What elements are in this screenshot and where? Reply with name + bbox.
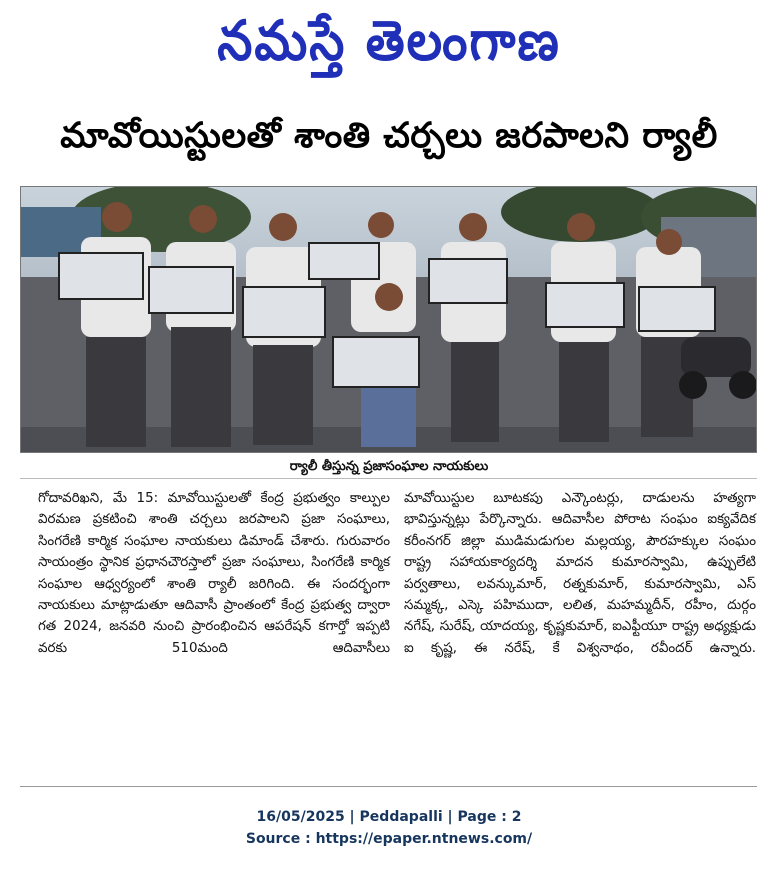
caption-divider [20, 478, 757, 479]
footer-meta: 16/05/2025 | Peddapalli | Page : 2 [256, 809, 522, 825]
article-body-left: గోదావరిఖని, మే 15: మావోయిస్టులతో కేంద్ర ప్రభుత్వం కాల్పుల విరమణ ప్రకటించి శాంతి చర్చలు జరపాలని ప్రజా సంఘాలు, సింగరేణి కార్మిక సంఘాల నాయకులు డిమాండ్ చేశారు. గురువారం సాయంత్రం స్థానిక ప్రధానచౌరస్తాలో ప్రజా సంఘాలు, సింగరేణి కార్మిక సంఘాల ఆధ్వర్యంలో శాంతి ర్యాలీ జరిగింది. ఈ సందర్భంగా నాయకులు మాట్లాడుతూ ఆదివాసీ ప్రాంతంలో కేంద్ర ప్రభుత్వ ద్వారా గత 2024, జనవరి నుంచి ప్రారంభించిన ఆపరేషన్ కగార్తో ఇప్పటి వరకు 510మంది ఆదివాసీలు [38, 491, 390, 656]
article-photo [20, 186, 757, 453]
article-body-right: మావోయిస్టుల బూటకపు ఎన్కౌంటర్లు, దాడులను హత్యగా భావిస్తున్నట్లు పేర్కొన్నారు. ఆదివాసీల పోరాట సంఘం ఐక్యవేదిక కరీంనగర్ జిల్లా ముడిమడుగుల మల్లయ్య, పౌరహక్కుల సంఘం రాష్ట్ర సహాయకార్యదర్శి మాదన కుమారస్వామి, ఉప్పులేటి పర్వతాలు, లవన్కుమార్, రత్నకుమార్, కుమారస్వామి, ఎస్ సమ్మక్క, ఎస్కె పహిముదా, లలిత, మహమ్మదీన్, రహీం, దుర్గం నగేష్, సురేష్, యాదయ్య, కృష్ణకుమార్, ఐఎఫ్టీయూ రాష్ట్ర అధ్యక్షుడు ఐ కృష్ణ, ఈ నరేష్, కే విశ్వనాథం, రవీందర్ ఉన్నారు. [404, 491, 756, 656]
footer-divider [20, 786, 757, 787]
article-column-left [38, 488, 390, 659]
footer [0, 806, 778, 850]
photo-caption [0, 455, 778, 477]
masthead [0, 2, 778, 80]
masthead-title: నమస్తే తెలంగాణ [217, 9, 561, 73]
headline-text: మావోయిస్టులతో శాంతి చర్చలు జరపాలని ర్యాలీ [60, 116, 718, 156]
rally-photo-illustration [21, 187, 757, 453]
footer-source-link[interactable]: Source : https://epaper.ntnews.com/ [245, 831, 533, 847]
photo-caption-text: ర్యాలీ తీస్తున్న ప్రజాసంఘాల నాయకులు [289, 459, 489, 474]
article-headline [0, 108, 778, 164]
article-column-right [404, 488, 756, 659]
